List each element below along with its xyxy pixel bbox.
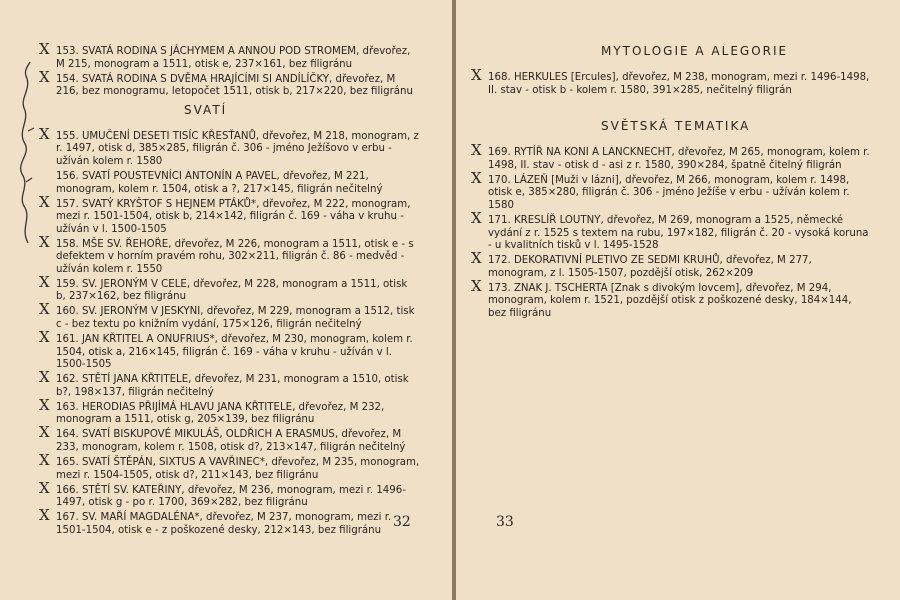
check-mark-icon: X: [39, 478, 50, 497]
entry-number: 172.: [488, 255, 511, 267]
check-mark-icon: X: [471, 276, 482, 295]
right-page: [456, 0, 900, 600]
check-mark-icon: X: [471, 141, 482, 160]
entry-text: SV. JERONÝM V CELE, dřevořez, M 228, monogram a 1511, otisk b, 237×162, bez filigránu: [56, 278, 408, 303]
entry-number: 157.: [56, 198, 79, 210]
entry-text: ZNAK J. TSCHERTA [Znak s divokým lovcem], dřevořez, M 294, monogram, kolem r. 1521, pozdější otisk z poškozené desky, 184×144, bez filigránu: [488, 282, 852, 319]
entry-text: SVATÍ ŠTĚPÁN, SIXTUS A VAVŘINEC*, dřevořez, M 235, monogram, mezi r. 1504-1505, otisk d?, 211×143, bez filigránu: [56, 456, 420, 481]
entry-text: STĚTÍ SV. KATEŘINY, dřevořez, M 236, monogram, mezi r. 1496-1497, otisk g - po r. 1700, 369×282, bez filigránu: [56, 484, 406, 509]
check-mark-icon: X: [471, 249, 482, 268]
entry-number: 170.: [488, 174, 511, 186]
entry-number: 171.: [488, 214, 511, 226]
entry-text: MŠE SV. ŘEHOŘE, dřevořez, M 226, monogram a 1511, otisk e - s defektem v horním pravém rohu, 302×211, filigrán č. 86 - medvěd - užíván kolem r. 1550: [56, 238, 414, 275]
entry-text: SV. JERONÝM V JESKYNI, dřevořez, M 229, monogram a 1512, tisk c - bez textu po knižním vydání, 175×126, filigrán nečitelný: [56, 306, 415, 331]
entry-text: RYTÍŘ NA KONI A LANCKNECHT, dřevořez, M 265, monogram, kolem r. 1498, II. stav - otisk d - asi z r. 1580, 390×284, špatně čitelný filigrán: [488, 147, 870, 171]
entry-text: SVATÍ BISKUPOVÉ MIKULÁŠ, OLDŘICH A ERASMUS, dřevořez, M 233, monogram, kolem r. 1508, otisk d?, 213×147, filigrán nečitelný: [56, 429, 406, 453]
catalog-entry: [39, 232, 420, 277]
entry-text: JAN KŘTITEL A ONUFRIUS*, dřevořez, M 230, monogram, kolem r. 1504, otisk a, 216×145, filigrán č. 169 - váha v kruhu - užíván v l. 1500-1505: [56, 334, 413, 371]
entry-text: LÁZEŇ [Muži v lázni], dřevořez, M 266, monogram, kolem r. 1498, otisk e, 385×280, filigrán č. 306 - jméno Ježíše v erbu - užíván kolem r. 1580: [488, 174, 850, 211]
catalog-entry: [39, 395, 420, 427]
catalog-entry: [471, 276, 872, 321]
entry-number: 164.: [56, 429, 79, 441]
check-mark-icon: X: [39, 272, 50, 291]
catalog-entry: [39, 67, 420, 99]
catalog-entry: [54, 171, 420, 196]
entry-text: STĚTÍ JANA KŘTITELE, dřevořez, M 231, monogram a 1510, otisk b?, 198×137, filigrán nečitelný: [56, 374, 409, 398]
entry-list-svetska: [471, 141, 872, 320]
check-mark-icon: X: [39, 192, 50, 211]
check-mark-icon: X: [39, 232, 50, 251]
check-mark-icon: X: [471, 66, 482, 84]
check-mark-icon: X: [39, 423, 50, 442]
catalog-entry: [39, 272, 420, 304]
catalog-entry: [39, 192, 420, 237]
catalog-entry: [471, 141, 872, 172]
catalog-entry: [39, 478, 420, 510]
catalog-entry: [39, 506, 420, 537]
check-mark-icon: X: [39, 124, 50, 143]
entry-number: 160.: [56, 306, 79, 318]
catalog-entry: [39, 300, 420, 331]
entry-number: 165.: [56, 456, 79, 468]
entry-number: 167.: [56, 512, 79, 524]
catalog-entry: [39, 368, 420, 399]
check-mark-icon: X: [39, 395, 50, 414]
catalog-entry: [471, 249, 872, 280]
section-heading-mytologie: MYTOLOGIE A ALEGORIE: [601, 44, 789, 58]
entry-number: 154.: [56, 73, 79, 85]
entry-text: SVATÁ RODINA S DVĚMA HRAJÍCÍMI SI ANDÍLÍČKY, dřevořez, M 216, bez monogramu, letopočet 1511, otisk b, 217×220, bez filigránu: [56, 73, 413, 98]
entry-number: 155.: [56, 130, 79, 142]
entry-text: KRESLÍŘ LOUTNY, dřevořez, M 269, monogram a 1525, německé vydání z r. 1525 s textem na rubu, 197×182, filigrán č. 20 - vysoká koruna - u kvalitních tisků v l. 1495-1528: [488, 214, 869, 252]
check-mark-icon: X: [471, 168, 482, 187]
check-mark-icon: X: [39, 300, 50, 319]
entry-text: HERODIAS PŘIJÍMÁ HLAVU JANA KŘTITELE, dřevořez, M 232, monogram a 1511, otisk g, 205×139, bez filigránu: [56, 401, 385, 426]
entry-number: 159.: [56, 278, 79, 290]
section-heading-svati: SVATÍ: [184, 102, 228, 117]
entry-number: 162.: [56, 374, 79, 386]
page-number-right: 33: [496, 514, 514, 530]
entry-number: 166.: [56, 484, 79, 496]
catalog-entry: [471, 168, 872, 213]
entry-list-mytologie: [471, 66, 872, 97]
entry-text: SVATÍ POUSTEVNÍCI ANTONÍN A PAVEL, dřevořez, M 221, monogram, kolem r. 1504, otisk a ?, 217×145, filigrán nečitelný: [56, 170, 383, 195]
catalog-entry: [471, 66, 872, 97]
entry-number: 173.: [488, 282, 511, 294]
entry-list-top: [39, 40, 420, 99]
catalog-entry: [39, 328, 420, 372]
section-heading-svetska: SVĚTSKÁ TEMATIKA: [601, 119, 751, 134]
check-mark-icon: X: [39, 368, 50, 387]
check-mark-icon: X: [39, 506, 50, 525]
entry-number: 169.: [488, 147, 511, 159]
check-mark-icon: X: [471, 208, 482, 227]
entry-list-svati: [39, 124, 420, 538]
catalog-entry: [39, 40, 420, 71]
catalog-entry: [39, 423, 420, 454]
check-mark-icon: X: [39, 328, 50, 347]
entry-number: 153.: [56, 46, 79, 57]
entry-number: 161.: [56, 334, 79, 346]
entry-text: UMUČENÍ DESETI TISÍC KŘESŤANŮ, dřevořez, M 218, monogram, z r. 1497, otisk d, 385×285, filigrán č. 306 - jméno Ježíšovo v erbu - užíván kolem r. 1580: [56, 130, 419, 167]
entry-text: SVATÁ RODINA S JÁCHYMEM A ANNOU POD STROMEM, dřevořez, M 215, monogram a 1511, otisk e, 237×161, bez filigránu: [56, 46, 411, 70]
entry-number: 168.: [488, 72, 511, 83]
entry-text: HERKULES [Ercules], dřevořez, M 238, monogram, mezi r. 1496-1498, II. stav - otisk b - kolem r. 1580, 391×285, nečitelný filigrán: [488, 72, 870, 96]
entry-number: 163.: [56, 401, 79, 413]
check-mark-icon: X: [39, 40, 50, 58]
entry-text: DEKORATIVNÍ PLETIVO ZE SEDMI KRUHŮ, dřevořez, M 277, monogram, z l. 1505-1507, pozdější otisk, 262×209: [488, 255, 812, 279]
catalog-entry: [471, 208, 872, 253]
entry-number: 156.: [56, 170, 79, 182]
entry-number: 158.: [56, 238, 79, 250]
entry-text: SV. MAŘÍ MAGDALÉNA*, dřevořez, M 237, monogram, mezi r. 1501-1504, otisk e - z poškozené desky, 212×143, bez filigránu: [56, 512, 392, 536]
page-number-left: 32: [393, 514, 411, 530]
catalog-entry: [39, 124, 420, 169]
catalog-entry: [39, 450, 420, 482]
check-mark-icon: X: [39, 450, 50, 469]
handwritten-margin-note: [10, 58, 42, 248]
check-mark-icon: X: [39, 67, 50, 86]
entry-text: SVATÝ KRYŠTOF S HEJNEM PTÁKŮ*, dřevořez, M 222, monogram, mezi r. 1501-1504, otisk b, 214×142, filigrán č. 169 - váha v kruhu - užíván v l. 1500-1505: [56, 198, 411, 235]
